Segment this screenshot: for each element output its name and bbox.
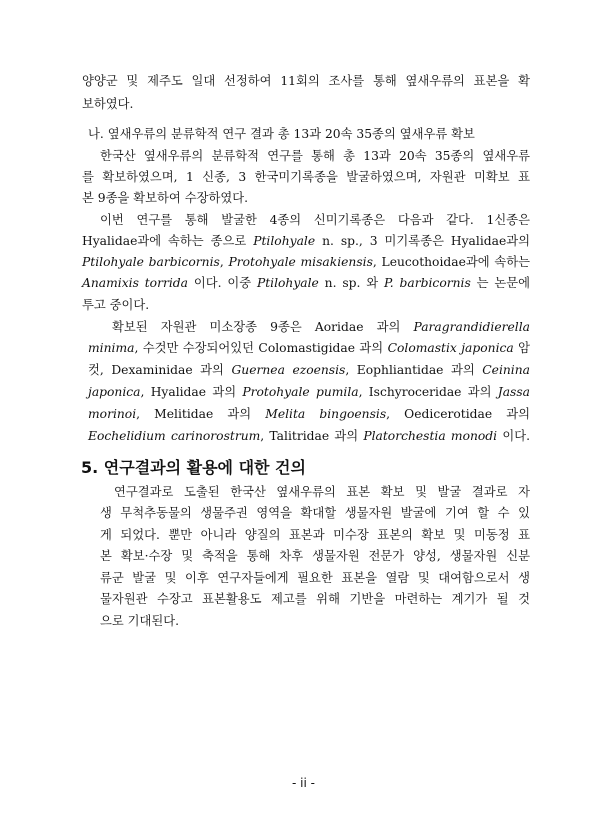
section5-line-6: 물자원관 수장고 표본활용도 제고를 위해 기반을 마련하는 계기가 될 것 [100,592,530,606]
para3-line-5: morinoi, Melitidae 과의 Melita bingoensis, Oedicerotidae 과의 [88,407,530,421]
intro-line-1: 양양군 및 제주도 일대 선정하여 11회의 조사를 통해 옆새우류의 표본을 확 [82,74,530,88]
section-5-heading: 5. 연구결과의 활용에 대한 건의 [81,458,306,477]
section5-line-2: 생 무척추동물의 생물주권 영역을 확대할 생물자원 발굴에 기여 할 수 있 [100,506,530,520]
para3-line-6: Eochelidium carinorostrum, Talitridae 과의 Platorchestia monodi 이다. [88,429,531,443]
para3-line-3: 컷, Dexaminidae 과의 Guernea ezoensis, Eophliantidae 과의 Ceinina [88,363,530,377]
section5-line-5: 류군 발굴 및 이후 연구자들에게 필요한 표본을 열람 및 대여함으로서 생 [100,571,530,585]
section-na-title: 나. 옆새우류의 분류학적 연구 결과 총 13과 20속 35종의 옆새우류 확보 [88,127,475,141]
section5-line-1: 연구결과로 도출된 한국산 옆새우류의 표본 확보 및 발굴 결과로 자 [114,485,530,499]
para2-line-3: Ptilohyale barbicornis, Protohyale misakiensis, Leucothoidae과에 속하는 [82,255,530,269]
para1-line-3: 본 9종을 확보하여 수장하였다. [82,191,249,205]
para2-line-2: Hyalidae과에 속하는 종으로 Ptilohyale n. sp., 3 미기록종은 Hyalidae과의 [82,234,530,248]
page-number: - ii - [292,776,315,790]
section5-line-4: 본 확보·수장 및 축적을 통해 차후 생물자원 전문가 양성, 생물자원 신분 [100,549,530,563]
para3-line-1: 확보된 자원관 미소장종 9종은 Aoridae 과의 Paragrandidierella [112,320,530,334]
section5-line-7: 으로 기대된다. [100,614,180,628]
para1-line-2: 를 확보하였으며, 1 신종, 3 한국미기록종을 발굴하였으며, 자원관 미확보 표 [82,170,530,184]
para3-line-2: minima, 수것만 수장되어있던 Colomastigidae 과의 Colomastix japonica 암 [88,341,530,355]
para3-line-4: japonica, Hyalidae 과의 Protohyale pumila, Ischyroceridae 과의 Jassa [88,385,530,399]
intro-line-2: 보하였다. [82,97,134,111]
para2-line-1: 이번 연구를 통해 발굴한 4종의 신미기록종은 다음과 같다. 1신종은 [100,213,530,227]
para1-line-1: 한국산 옆새우류의 분류학적 연구를 통해 총 13과 20속 35종의 옆새우류 [100,149,530,163]
para2-line-4: Anamixis torrida 이다. 이중 Ptilohyale n. sp. 와 P. barbicornis 는 논문에 [82,276,530,290]
para2-line-5: 투고 중이다. [82,298,150,312]
section5-line-3: 게 되었다. 뿐만 아니라 양질의 표본과 미수장 표본의 확보 및 미동정 표 [100,528,530,542]
